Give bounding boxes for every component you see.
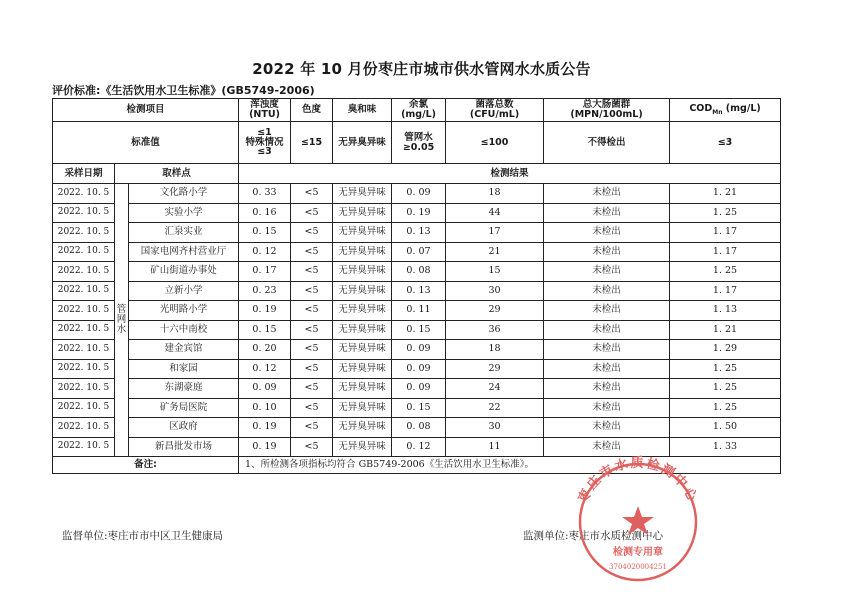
odor-value: 无异臭异味 (333, 184, 392, 204)
sample-date: 2022. 10. 5 (53, 242, 115, 262)
odor-value: 无异臭异味 (333, 262, 392, 282)
water-quality-table (52, 98, 781, 474)
standard-row (53, 122, 781, 164)
coliform-value: 未检出 (544, 437, 670, 457)
standard-chlorine: 管网水 ≥0.05 (392, 122, 446, 164)
color-value: <5 (291, 281, 333, 301)
chlorine-value: 0. 09 (392, 359, 446, 379)
group-label: 管 网 水 (115, 184, 129, 457)
bacteria-value: 22 (446, 398, 544, 418)
color-value: <5 (291, 398, 333, 418)
sample-date: 2022. 10. 5 (53, 262, 115, 282)
bacteria-value: 44 (446, 203, 544, 223)
turbidity-value: 0. 23 (239, 281, 291, 301)
note-text: 1、所检测各项指标均符合 GB5749-2006《生活饮用水卫生标准》。 (239, 457, 781, 474)
sub-header-point: 取样点 (115, 164, 239, 184)
sample-point: 矿山街道办事处 (129, 262, 239, 282)
odor-value: 无异臭异味 (333, 281, 392, 301)
turbidity-value: 0. 12 (239, 359, 291, 379)
turbidity-value: 0. 16 (239, 203, 291, 223)
bacteria-value: 18 (446, 184, 544, 204)
coliform-value: 未检出 (544, 398, 670, 418)
header-odor: 臭和味 (333, 99, 392, 122)
chlorine-value: 0. 07 (392, 242, 446, 262)
table-row (53, 418, 781, 438)
cod-value: 1. 21 (670, 320, 781, 340)
odor-value: 无异臭异味 (333, 418, 392, 438)
header-color: 色度 (291, 99, 333, 122)
sample-point: 文化路小学 (129, 184, 239, 204)
coliform-value: 未检出 (544, 203, 670, 223)
turbidity-value: 0. 15 (239, 320, 291, 340)
star-icon (622, 506, 654, 535)
coliform-value: 未检出 (544, 262, 670, 282)
sample-point: 立新小学 (129, 281, 239, 301)
header-cod: $COD_{Mn}$ (mg/L) (670, 99, 781, 122)
standard-coliform: 不得检出 (544, 122, 670, 164)
turbidity-value: 0. 10 (239, 398, 291, 418)
data-rows (53, 184, 781, 457)
coliform-value: 未检出 (544, 184, 670, 204)
turbidity-value: 0. 20 (239, 340, 291, 360)
sample-date: 2022. 10. 5 (53, 301, 115, 321)
chlorine-value: 0. 19 (392, 203, 446, 223)
table-row (53, 281, 781, 301)
color-value: <5 (291, 262, 333, 282)
standard-color: ≤15 (291, 122, 333, 164)
color-value: <5 (291, 184, 333, 204)
stamp-sub-text: 检测专用章 (613, 547, 663, 558)
sub-header-date: 采样日期 (53, 164, 115, 184)
coliform-value: 未检出 (544, 359, 670, 379)
bacteria-value: 29 (446, 301, 544, 321)
coliform-value: 未检出 (544, 418, 670, 438)
sample-date: 2022. 10. 5 (53, 398, 115, 418)
sample-point: 新昌批发市场 (129, 437, 239, 457)
odor-value: 无异臭异味 (333, 398, 392, 418)
header-item: 检测项目 (53, 99, 239, 122)
sample-point: 东湖豪庭 (129, 379, 239, 399)
standard-odor: 无异臭异味 (333, 122, 392, 164)
color-value: <5 (291, 301, 333, 321)
sample-point: 汇泉实业 (129, 223, 239, 243)
table-row (53, 359, 781, 379)
header-chlorine: 余氯(mg/L) (392, 99, 446, 122)
table-row (53, 242, 781, 262)
color-value: <5 (291, 320, 333, 340)
coliform-value: 未检出 (544, 340, 670, 360)
stamp-code: 3704020004251 (609, 563, 667, 571)
turbidity-value: 0. 17 (239, 262, 291, 282)
color-value: <5 (291, 203, 333, 223)
evaluation-standard: 评价标准:《生活饮用水卫生标准》(GB5749-2006) (52, 84, 315, 97)
cod-value: 1. 17 (670, 281, 781, 301)
sub-header-results: 检测结果 (239, 164, 781, 184)
coliform-value: 未检出 (544, 301, 670, 321)
coliform-value: 未检出 (544, 223, 670, 243)
cod-value: 1. 25 (670, 359, 781, 379)
cod-value: 1. 17 (670, 242, 781, 262)
sample-point: 十六中南校 (129, 320, 239, 340)
turbidity-value: 0. 19 (239, 301, 291, 321)
chlorine-value: 0. 12 (392, 437, 446, 457)
odor-value: 无异臭异味 (333, 301, 392, 321)
odor-value: 无异臭异味 (333, 340, 392, 360)
sample-date: 2022. 10. 5 (53, 320, 115, 340)
sample-date: 2022. 10. 5 (53, 418, 115, 438)
sample-date: 2022. 10. 5 (53, 379, 115, 399)
cod-value: 1. 50 (670, 418, 781, 438)
chlorine-value: 0. 15 (392, 320, 446, 340)
odor-value: 无异臭异味 (333, 359, 392, 379)
cod-value: 1. 25 (670, 262, 781, 282)
sample-date: 2022. 10. 5 (53, 184, 115, 204)
chlorine-value: 0. 08 (392, 262, 446, 282)
stamp-arc-text: 枣庄市水质检测中心 (575, 455, 701, 506)
color-value: <5 (291, 223, 333, 243)
cod-value: 1. 13 (670, 301, 781, 321)
cod-value: 1. 25 (670, 398, 781, 418)
odor-value: 无异臭异味 (333, 203, 392, 223)
turbidity-value: 0. 09 (239, 379, 291, 399)
sub-header-row (53, 164, 781, 184)
header-turbidity: 浑浊度 (NTU) (239, 99, 291, 122)
standard-turbidity: ≤1 特殊情况 ≤3 (239, 122, 291, 164)
cod-value: 1. 21 (670, 184, 781, 204)
page-title: 2022 年 10 月份枣庄市城市供水管网水水质公告 (252, 60, 591, 78)
sample-date: 2022. 10. 5 (53, 437, 115, 457)
standard-bacteria: ≤100 (446, 122, 544, 164)
color-value: <5 (291, 437, 333, 457)
odor-value: 无异臭异味 (333, 379, 392, 399)
turbidity-value: 0. 33 (239, 184, 291, 204)
bacteria-value: 21 (446, 242, 544, 262)
table-row (53, 184, 781, 204)
sample-date: 2022. 10. 5 (53, 340, 115, 360)
color-value: <5 (291, 359, 333, 379)
supervisor-unit: 监督单位:枣庄市市中区卫生健康局 (62, 530, 224, 542)
sample-date: 2022. 10. 5 (53, 359, 115, 379)
chlorine-value: 0. 09 (392, 340, 446, 360)
coliform-value: 未检出 (544, 320, 670, 340)
bacteria-value: 18 (446, 340, 544, 360)
turbidity-value: 0. 15 (239, 223, 291, 243)
standard-cod: ≤3 (670, 122, 781, 164)
sample-point: 建金宾馆 (129, 340, 239, 360)
turbidity-value: 0. 12 (239, 242, 291, 262)
bacteria-value: 29 (446, 359, 544, 379)
color-value: <5 (291, 418, 333, 438)
bacteria-value: 30 (446, 418, 544, 438)
table-row (53, 340, 781, 360)
sample-point: 区政府 (129, 418, 239, 438)
turbidity-value: 0. 19 (239, 437, 291, 457)
turbidity-value: 0. 19 (239, 418, 291, 438)
chlorine-value: 0. 08 (392, 418, 446, 438)
table-row (53, 398, 781, 418)
table-row (53, 301, 781, 321)
sample-point: 国家电网齐村营业厅 (129, 242, 239, 262)
cod-value: 1. 25 (670, 203, 781, 223)
sample-point: 光明路小学 (129, 301, 239, 321)
sample-date: 2022. 10. 5 (53, 223, 115, 243)
chlorine-value: 0. 09 (392, 184, 446, 204)
official-stamp (563, 454, 713, 582)
cod-value: 1. 17 (670, 223, 781, 243)
coliform-value: 未检出 (544, 379, 670, 399)
coliform-value: 未检出 (544, 242, 670, 262)
odor-value: 无异臭异味 (333, 320, 392, 340)
cod-value: 1. 29 (670, 340, 781, 360)
note-label: 备注: (53, 457, 239, 474)
table-row (53, 320, 781, 340)
odor-value: 无异臭异味 (333, 242, 392, 262)
sample-point: 和家园 (129, 359, 239, 379)
chlorine-value: 0. 15 (392, 398, 446, 418)
bacteria-value: 36 (446, 320, 544, 340)
standard-label: 标准值 (53, 122, 239, 164)
cod-value: 1. 25 (670, 379, 781, 399)
table-row (53, 262, 781, 282)
table-row (53, 203, 781, 223)
color-value: <5 (291, 379, 333, 399)
color-value: <5 (291, 242, 333, 262)
monitor-unit: 监测单位:枣庄市水质检测中心 (523, 530, 664, 542)
bacteria-value: 15 (446, 262, 544, 282)
sample-date: 2022. 10. 5 (53, 281, 115, 301)
chlorine-value: 0. 09 (392, 379, 446, 399)
table-row (53, 379, 781, 399)
table-row (53, 223, 781, 243)
chlorine-value: 0. 13 (392, 281, 446, 301)
bacteria-value: 30 (446, 281, 544, 301)
header-row (53, 99, 781, 122)
sample-point: 矿务局医院 (129, 398, 239, 418)
odor-value: 无异臭异味 (333, 437, 392, 457)
sample-date: 2022. 10. 5 (53, 203, 115, 223)
bacteria-value: 24 (446, 379, 544, 399)
bacteria-value: 11 (446, 437, 544, 457)
header-coliform: 总大肠菌群 (MPN/100mL) (544, 99, 670, 122)
chlorine-value: 0. 11 (392, 301, 446, 321)
coliform-value: 未检出 (544, 281, 670, 301)
cod-value: 1. 33 (670, 437, 781, 457)
chlorine-value: 0. 13 (392, 223, 446, 243)
bacteria-value: 17 (446, 223, 544, 243)
header-bacteria: 菌落总数 (CFU/mL) (446, 99, 544, 122)
color-value: <5 (291, 340, 333, 360)
sample-point: 实验小学 (129, 203, 239, 223)
odor-value: 无异臭异味 (333, 223, 392, 243)
